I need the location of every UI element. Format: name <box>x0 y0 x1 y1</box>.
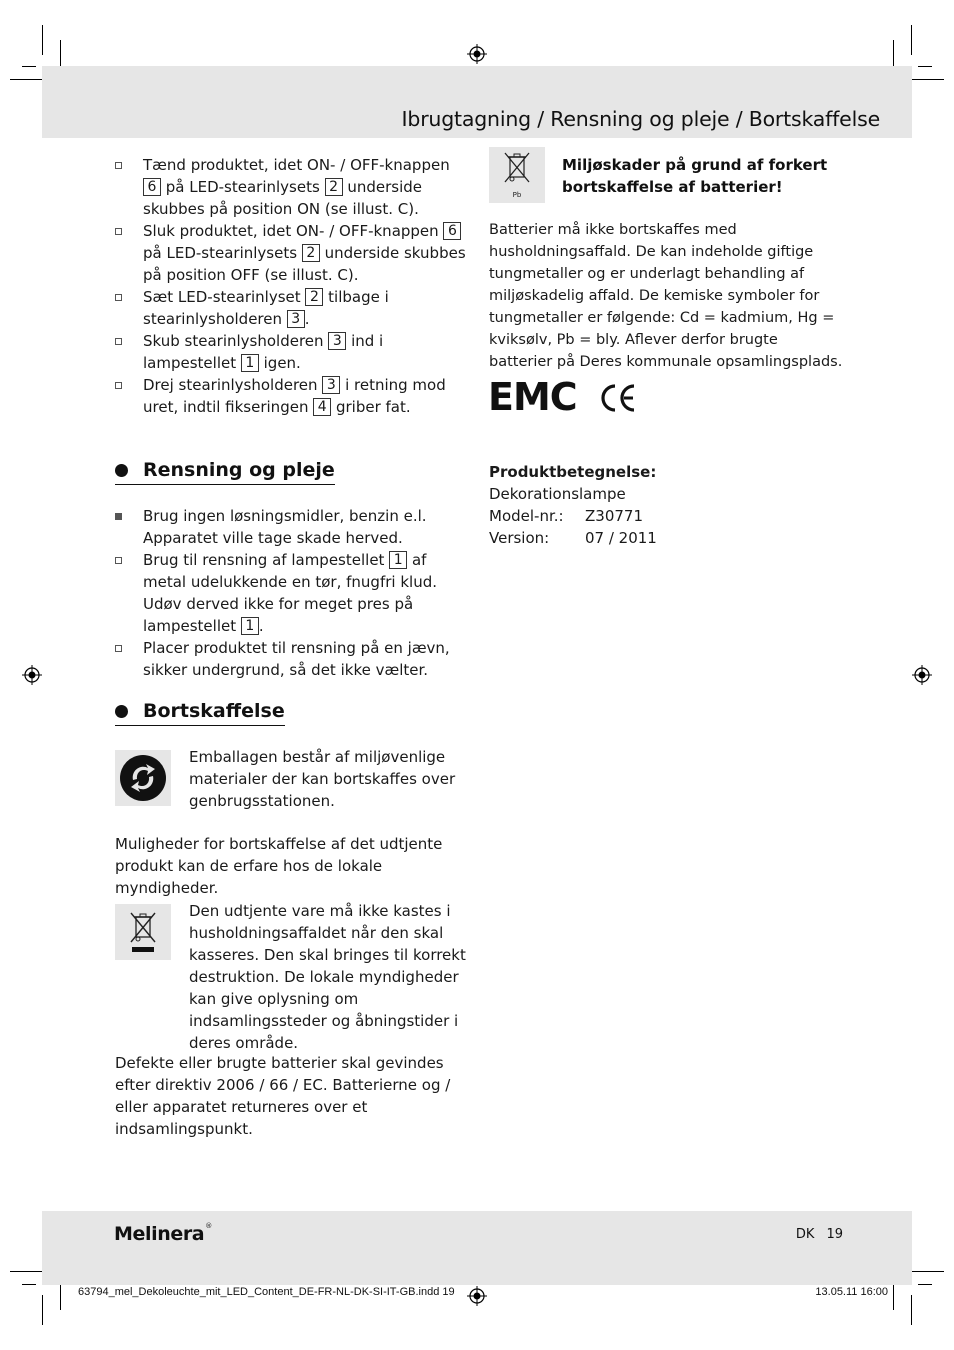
model-key: Model-nr.: <box>489 507 564 525</box>
list-item <box>115 637 467 681</box>
emc-mark: EMC <box>488 375 577 419</box>
bullet-square <box>115 338 122 345</box>
list-item-text: griber fat. <box>331 398 411 416</box>
list-item <box>115 330 467 374</box>
list-item-text: . <box>304 310 310 328</box>
bullet-square <box>115 382 122 389</box>
list-item-text: underside skubbes på position OFF (se illust. C). <box>143 244 466 284</box>
weee-icon-box <box>115 904 171 960</box>
disposal-options-text: Muligheder for bortskaffelse af det udtjente produkt kan de erfare hos de lokale myndigheder. <box>115 835 443 897</box>
battery-warning-title: Miljøskader på grund af forkert bortskaffelse af batterier! <box>562 156 828 196</box>
list-item <box>115 154 467 220</box>
operation-list <box>115 154 467 418</box>
registration-mark-icon <box>467 44 487 64</box>
model-row <box>489 505 844 527</box>
page-reference <box>796 1227 843 1242</box>
bullet-square <box>115 294 122 301</box>
part-reference-number: 6 <box>443 222 461 240</box>
battery-icon-label: Pb <box>512 191 522 199</box>
part-reference-number: 6 <box>143 178 161 196</box>
registration-mark-icon <box>22 665 42 685</box>
part-reference-number: 1 <box>241 617 259 635</box>
list-item-text: i retning mod uret, indtil fikseringen <box>143 376 446 416</box>
cleaning-heading-text: Rensning og pleje <box>143 459 335 481</box>
battery-bin-icon <box>489 147 545 203</box>
product-info <box>489 461 844 549</box>
crop-mark <box>911 25 912 55</box>
crop-mark <box>918 66 932 67</box>
recycle-icon-box <box>115 750 171 806</box>
part-reference-number: 4 <box>313 398 331 416</box>
part-reference-number: 2 <box>302 244 320 262</box>
crop-mark <box>22 1284 36 1285</box>
bullet-dot <box>115 464 128 477</box>
list-item-text: på LED-stearinlysets <box>143 244 302 262</box>
list-item <box>115 374 467 418</box>
language-code: DK <box>795 1227 815 1242</box>
disposal-heading-text: Bortskaffelse <box>143 700 285 722</box>
crop-mark <box>918 1284 932 1285</box>
list-item-text: tilbage i stearinlysholderen <box>143 288 389 328</box>
cleaning-list <box>115 505 467 681</box>
crop-mark <box>42 25 43 55</box>
weee-text: Den udtjente vare må ikke kastes i husholdningsaffaldet når den skal kasseres. Den skal bringes til korrekt destruktion. De lokale myndigheder kan give oplysning om indsamlingssteder og åbningstider i deres område. <box>189 902 466 1052</box>
list-item-text: Sæt LED-stearinlyset <box>143 288 306 306</box>
list-item <box>115 505 467 549</box>
version-key: Version: <box>489 529 550 547</box>
bullet-square <box>115 557 122 564</box>
part-reference-number: 1 <box>241 354 259 372</box>
brand-name: Melinera <box>114 1223 205 1245</box>
page-number: 19 <box>826 1227 843 1242</box>
part-reference-number: 2 <box>325 178 343 196</box>
slug-date: 13.05.11 16:00 <box>815 1286 888 1298</box>
slug-filename: 63794_mel_Dekoleuchte_mit_LED_Content_DE-FR-NL-DK-SI-IT-GB.indd 19 <box>78 1286 455 1298</box>
bullet-square <box>115 228 122 235</box>
disposal-heading <box>115 700 285 722</box>
list-item-text: Skub stearinlysholderen <box>143 332 329 350</box>
list-item-text: Drej stearinlysholderen <box>143 376 323 394</box>
product-name: Dekorationslampe <box>489 485 626 503</box>
list-item-text: . <box>258 617 264 635</box>
registration-mark-icon <box>467 1286 487 1306</box>
bullet-square <box>115 645 122 652</box>
part-reference-number: 2 <box>305 288 323 306</box>
cleaning-heading <box>115 459 335 481</box>
packaging-text: Emballagen består af miljøvenlige materialer der kan bortskaffes over genbrugsstationen. <box>189 748 456 810</box>
version-row <box>489 527 844 549</box>
brand-logo <box>114 1222 212 1245</box>
list-item-text: Placer produktet til rensning på en jævn, sikker undergrund, så det ikke vælter. <box>143 639 450 679</box>
list-item-text: Sluk produktet, idet ON- / OFF-knappen <box>143 222 444 240</box>
list-item <box>115 286 467 330</box>
crop-mark <box>42 1295 43 1325</box>
part-reference-number: 3 <box>322 376 340 394</box>
list-item-text: Brug til rensning af lampestellet <box>143 551 390 569</box>
list-item <box>115 220 467 286</box>
model-value: Z30771 <box>585 507 643 525</box>
part-reference-number: 1 <box>389 551 407 569</box>
list-item-text: på LED-stearinlysets <box>161 178 325 196</box>
list-item-text: af metal udelukkende en tør, fnugfri klud. Udøv derved ikke for meget pres på lampestellet <box>143 551 437 635</box>
heading-underline <box>115 484 335 486</box>
crossed-bin-icon <box>115 904 171 960</box>
bullet-square <box>115 162 122 169</box>
list-item <box>115 549 467 637</box>
cleaning-section <box>115 505 467 681</box>
operation-section <box>115 154 467 418</box>
list-item-text: Tænd produktet, idet ON- / OFF-knappen <box>143 156 450 174</box>
list-item-text: ind i lampestellet <box>143 332 384 372</box>
ce-mark-icon <box>598 382 638 414</box>
battery-directive-text: Defekte eller brugte batterier skal gevindes efter direktiv 2006 / 66 / EC. Batterierne og / eller apparatet returneres over et indsamlingspunkt. <box>115 1054 451 1138</box>
part-reference-number: 3 <box>287 310 305 328</box>
heading-underline <box>115 725 285 727</box>
crop-mark <box>911 1295 912 1325</box>
battery-warning-text: Batterier må ikke bortskaffes med husholdningsaffald. De kan indeholde giftige tungmetaller og er underlagt behandling af miljøskadelig affald. De kemiske symboler for tungmetaller er følgende: Cd = kadmium, Hg = kviksølv, Pb = bly. Aflever derfor brugte batterier på Deres kommunale opsamlingsplads. <box>489 222 843 370</box>
list-item-text: Brug ingen løsningsmidler, benzin e.l. Apparatet ville tage skade herved. <box>143 507 427 547</box>
version-value: 07 / 2011 <box>585 529 657 547</box>
bullet-square <box>115 513 122 520</box>
list-item-text: igen. <box>258 354 301 372</box>
battery-icon-box <box>489 147 545 203</box>
page-title: Ibrugtagning / Rensning og pleje / Bortskaffelse <box>401 107 880 131</box>
brand-registered-mark: ® <box>205 1222 212 1230</box>
registration-mark-icon <box>912 665 932 685</box>
bullet-dot <box>115 705 128 718</box>
product-label: Produktbetegnelse: <box>489 463 657 481</box>
list-item-text: underside skubbes på position ON (se illust. C). <box>143 178 422 218</box>
part-reference-number: 3 <box>328 332 346 350</box>
recycle-icon <box>115 750 171 806</box>
crop-mark <box>22 66 36 67</box>
